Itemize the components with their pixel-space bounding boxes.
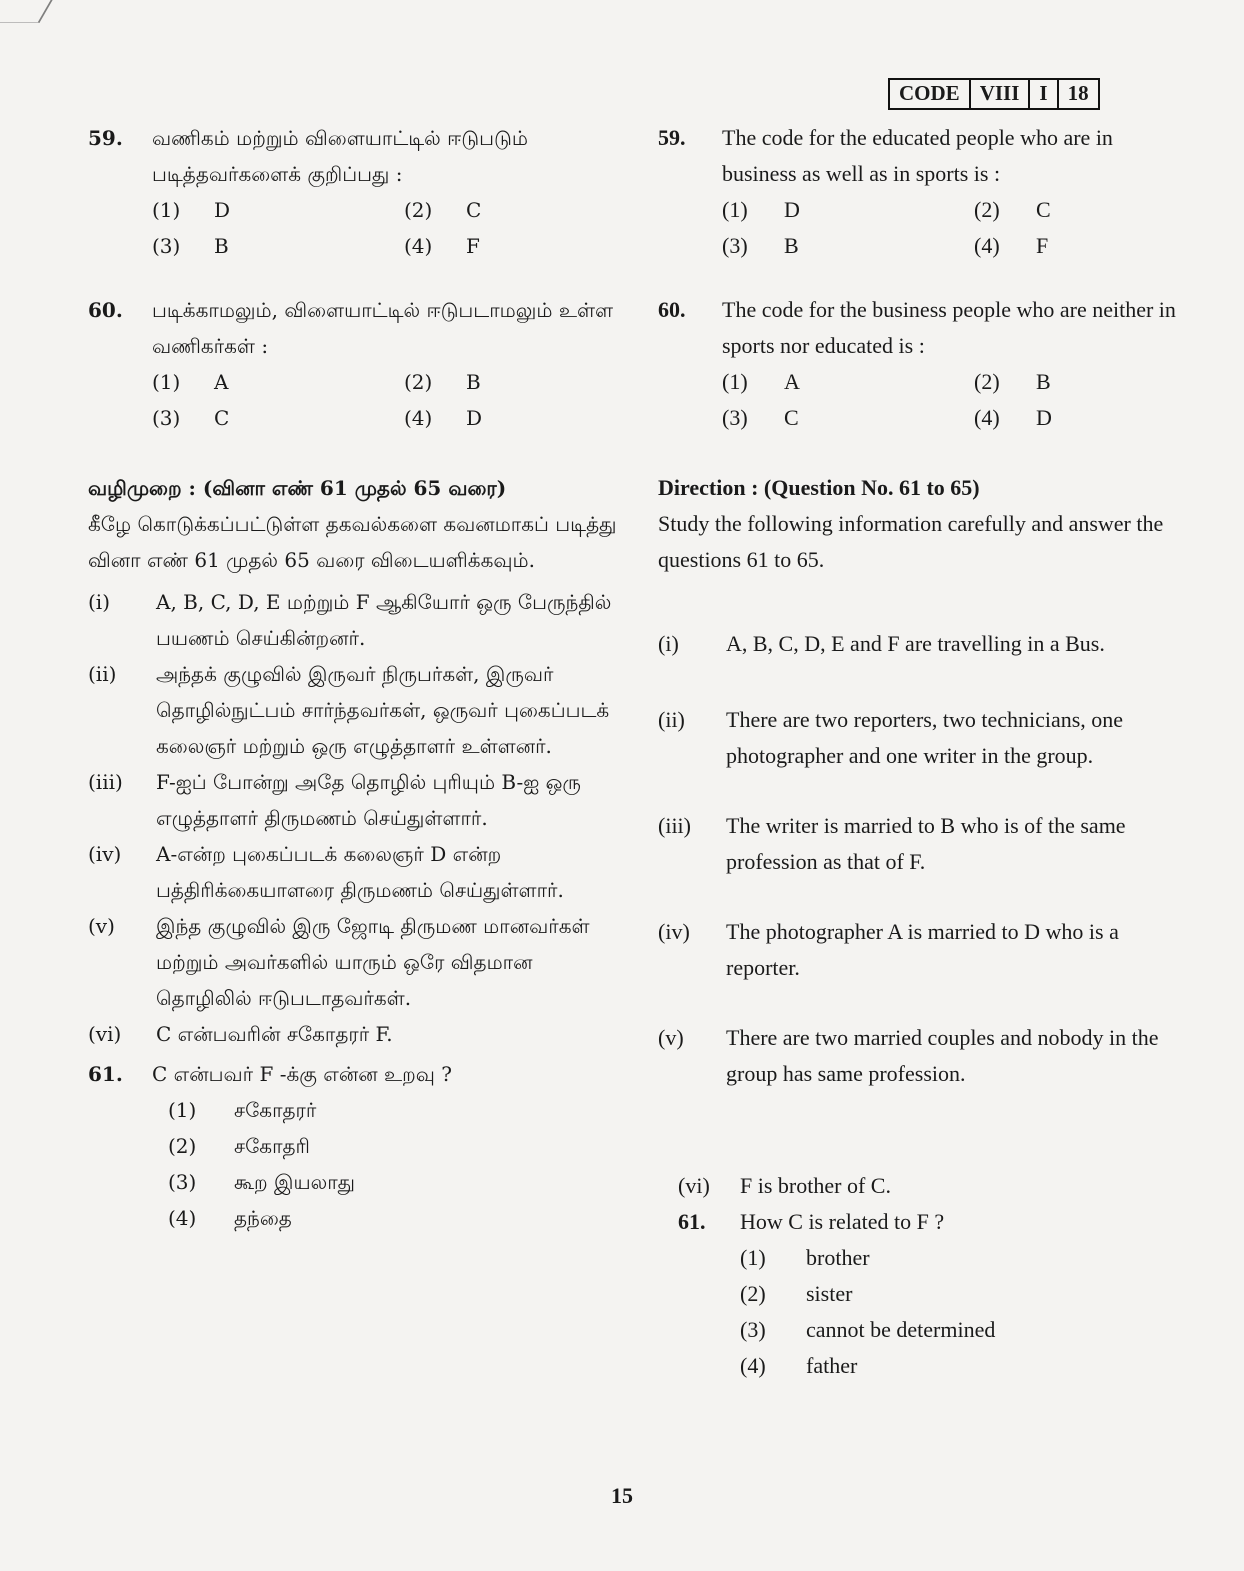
info-item: (iii) The writer is married to B who is of the same profession as that of F. <box>658 813 1126 874</box>
option-2: (2) B <box>404 370 481 394</box>
code-paper: I <box>1028 80 1056 108</box>
info-item: (iii) F-ஐப் போன்று அதே தொழில் புரியும் B-ஐ ஒரு எழுத்தாளர் திருமணம் செய்துள்ளார். <box>88 770 581 830</box>
option-4: (4) father <box>740 1353 858 1378</box>
options <box>740 1240 1188 1384</box>
question-text: படிக்காமலும், விளையாட்டில் ஈடுபடாமலும் உள்ள வணிகர்கள் : <box>152 298 614 358</box>
info-list-en <box>658 626 1188 1204</box>
question-number: 61. <box>88 1062 123 1086</box>
question-number: 60. <box>658 297 686 322</box>
direction-title: Direction : (Question No. 61 to 65) <box>658 475 980 500</box>
option-1: (1) D <box>152 198 231 222</box>
info-item: (ii) There are two reporters, two technicians, one photographer and one writer in the group. <box>658 707 1124 768</box>
option-4: (4) F <box>404 234 480 258</box>
code-year: 18 <box>1057 80 1098 108</box>
info-item: (iv) A-என்ற புகைப்படக் கலைஞர் D என்ற பத்திரிக்கையாளரை திருமணம் செய்துள்ளார். <box>88 842 564 902</box>
option-2: (2) C <box>974 197 1051 222</box>
question-number: 61. <box>678 1209 706 1234</box>
option-2: (2) C <box>404 198 482 222</box>
direction-en <box>658 470 1188 578</box>
code-box <box>888 78 1100 110</box>
info-item: (i) A, B, C, D, E and F are travelling in a Bus. <box>658 631 1105 656</box>
question-text: The code for the educated people who are in business as well as in sports is : <box>722 125 1113 186</box>
option-4: (4) F <box>974 233 1049 258</box>
english-column <box>658 120 1188 1384</box>
page-number: 15 <box>611 1483 633 1508</box>
code-label: CODE <box>899 81 960 105</box>
question-61-en <box>678 1204 1188 1384</box>
info-item: (v) There are two married couples and nobody in the group has same profession. <box>658 1025 1159 1086</box>
option-3: (3) C <box>152 406 230 430</box>
direction-text: கீழே கொடுக்கப்பட்டுள்ள தகவல்களை கவனமாகப் படித்து வினா எண் 61 முதல் 65 வரை விடையளிக்கவும். <box>88 512 617 572</box>
option-1: (1) A <box>152 370 229 394</box>
options <box>722 192 1188 264</box>
info-item: (vi) C என்பவரின் சகோதரர் F. <box>88 1022 393 1046</box>
option-1: (1) brother <box>740 1245 870 1270</box>
question-text: The code for the business people who are neither in sports nor educated is : <box>722 297 1176 358</box>
question-number: 59. <box>658 125 686 150</box>
tamil-column <box>88 120 618 1236</box>
option-2: (2) B <box>974 369 1051 394</box>
question-60-ta <box>88 292 618 436</box>
option-2: (2) சகோதரி <box>168 1134 310 1158</box>
info-item: (i) A, B, C, D, E மற்றும் F ஆகியோர் ஒரு பேருந்தில் பயணம் செய்கின்றனர். <box>88 590 612 650</box>
option-3: (3) B <box>722 233 799 258</box>
options <box>722 364 1188 436</box>
option-3: (3) cannot be determined <box>740 1317 996 1342</box>
corner-mark <box>0 0 53 23</box>
option-1: (1) D <box>722 197 800 222</box>
options <box>152 364 618 436</box>
options <box>152 192 618 264</box>
option-1: (1) சகோதரர் <box>168 1098 317 1122</box>
question-61-ta <box>88 1056 618 1236</box>
option-3: (3) C <box>722 405 799 430</box>
option-4: (4) தந்தை <box>168 1206 292 1230</box>
option-2: (2) sister <box>740 1281 853 1306</box>
question-text: C என்பவர் F -க்கு என்ன உறவு ? <box>152 1062 453 1086</box>
option-4: (4) D <box>404 406 483 430</box>
direction-ta <box>88 470 618 578</box>
info-list-ta <box>88 584 618 1052</box>
question-59-en <box>658 120 1188 264</box>
question-60-en <box>658 292 1188 436</box>
direction-text: Study the following information carefully and answer the questions 61 to 65. <box>658 511 1164 572</box>
option-3: (3) B <box>152 234 229 258</box>
option-4: (4) D <box>974 405 1052 430</box>
options <box>168 1092 618 1236</box>
option-3: (3) கூற இயலாது <box>168 1170 356 1194</box>
question-number: 60. <box>88 298 123 322</box>
question-59-ta <box>88 120 618 264</box>
code-series: VIII <box>969 80 1029 108</box>
direction-title: வழிமுறை : (வினா எண் 61 முதல் 65 வரை) <box>88 476 507 500</box>
question-text: வணிகம் மற்றும் விளையாட்டில் ஈடுபடும் படித்தவர்களைக் குறிப்பது : <box>152 126 528 186</box>
info-item: (v) இந்த குழுவில் இரு ஜோடி திருமண மானவர்கள் மற்றும் அவர்களில் யாரும் ஒரே விதமான தொழிலில் ஈடுபடாதவர்கள். <box>88 914 590 1010</box>
question-text: How C is related to F ? <box>740 1209 945 1234</box>
option-1: (1) A <box>722 369 800 394</box>
info-item: (vi) F is brother of C. <box>678 1173 891 1198</box>
question-number: 59. <box>88 126 123 150</box>
info-item: (iv) The photographer A is married to D who is a reporter. <box>658 919 1119 980</box>
info-item: (ii) அந்தக் குழுவில் இருவர் நிருபர்கள், இருவர் தொழில்நுட்பம் சார்ந்தவர்கள், ஒருவர் புகைப்படக் கலைஞர் மற்றும் ஒரு எழுத்தாளர் உள்ளனர். <box>88 662 610 758</box>
